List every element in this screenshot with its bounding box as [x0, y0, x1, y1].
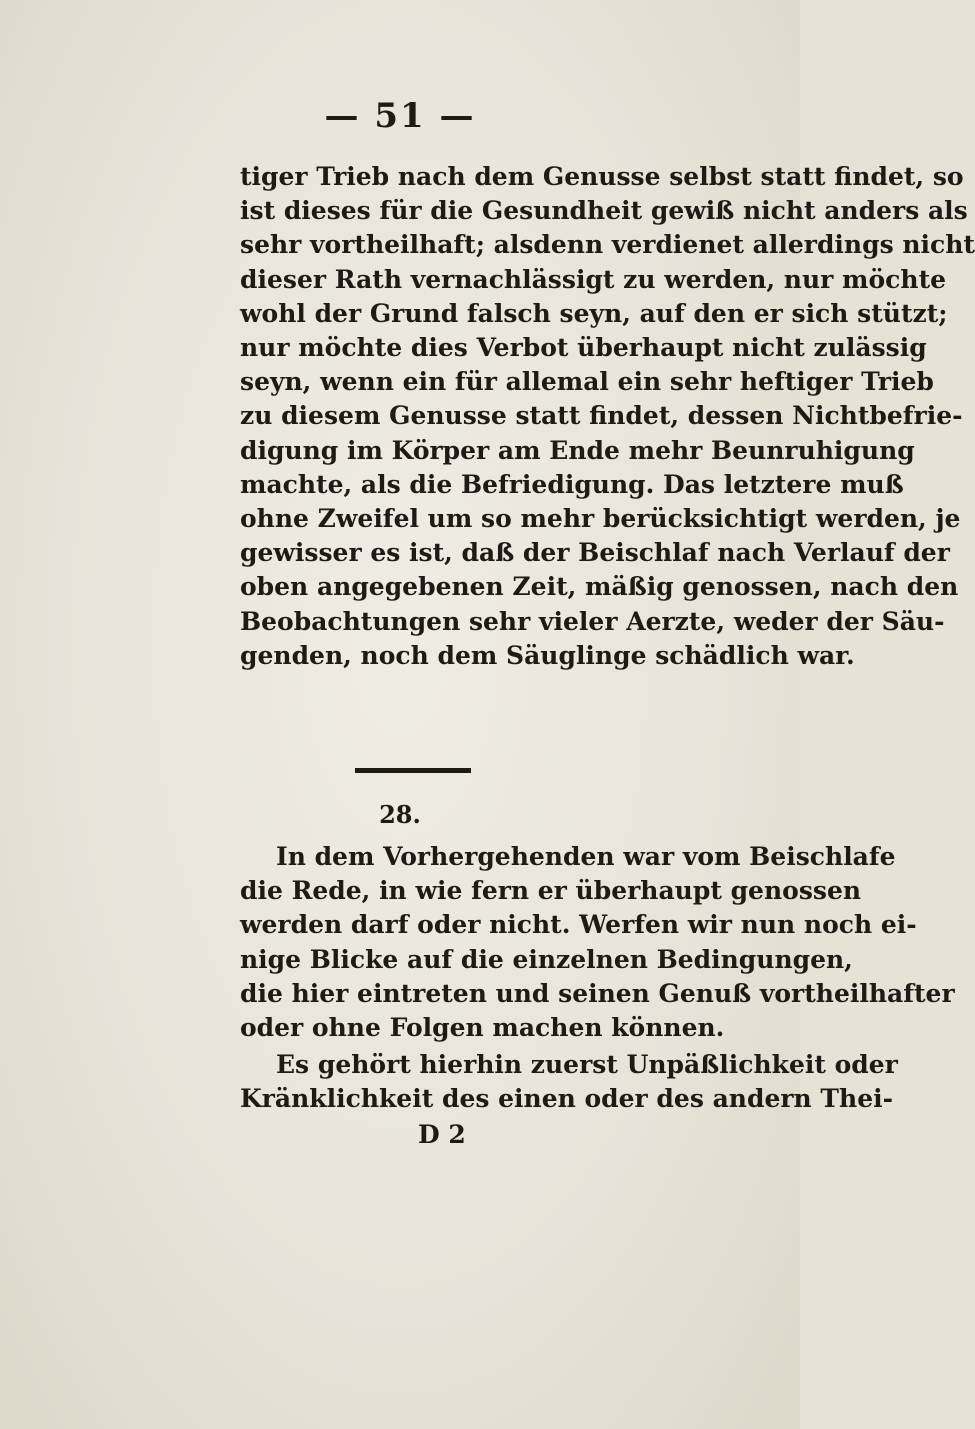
- text-line: seyn, wenn ein für allemal ein sehr heftiger Trieb: [240, 367, 934, 397]
- text-line: oder ohne Folgen machen können.: [240, 1013, 725, 1043]
- text-line: ist dieses für die Gesundheit gewiß nicht anders als: [240, 196, 968, 226]
- text-line: die Rede, in wie fern er überhaupt genossen: [240, 876, 862, 906]
- text-line: In dem Vorhergehenden war vom Beischlafe: [276, 842, 896, 871]
- paragraph-3: [240, 1048, 898, 1116]
- text-line: die hier eintreten und seinen Genuß vortheilhafter: [240, 978, 955, 1008]
- text-line: digung im Körper am Ende mehr Beunruhigung: [240, 435, 915, 465]
- text-line: sehr vortheilhaft; alsdenn verdienet allerdings nicht: [240, 230, 975, 260]
- text-line: nur möchte dies Verbot überhaupt nicht zulässig: [240, 333, 927, 363]
- page-number: — 51 —: [324, 96, 476, 136]
- text-line: machte, als die Befriedigung. Das letztere muß: [240, 469, 904, 499]
- section-divider: [355, 768, 471, 773]
- text-line: Es gehört hierhin zuerst Unpäßlichkeit oder: [276, 1050, 898, 1079]
- text-line: zu diesem Genusse statt findet, dessen Nichtbefrie-: [240, 401, 963, 431]
- text-line: werden darf oder nicht. Werfen wir nun noch ei-: [240, 910, 917, 940]
- text-line: dieser Rath vernachlässigt zu werden, nur möchte: [240, 264, 947, 294]
- text-line: nige Blicke auf die einzelnen Bedingungen,: [240, 944, 853, 974]
- text-line: genden, noch dem Säuglinge schädlich war.: [240, 640, 855, 670]
- text-line: ohne Zweifel um so mehr berücksichtigt werden, je: [240, 504, 961, 534]
- text-line: wohl der Grund falsch seyn, auf den er sich stützt;: [240, 298, 948, 328]
- text-line: Kränklichkeit des einen oder des andern Thei-: [240, 1084, 893, 1114]
- signature-mark: D 2: [418, 1120, 466, 1149]
- text-line: gewisser es ist, daß der Beischlaf nach Verlauf der: [240, 538, 950, 568]
- text-line: oben angegebenen Zeit, mäßig genossen, nach den: [240, 572, 959, 602]
- text-line: tiger Trieb nach dem Genusse selbst statt findet, so: [240, 162, 964, 191]
- text-line: Beobachtungen sehr vieler Aerzte, weder der Säu-: [240, 606, 945, 636]
- section-number: 28.: [379, 800, 421, 829]
- paragraph-2: [240, 840, 955, 1045]
- paragraph-1: [240, 160, 975, 673]
